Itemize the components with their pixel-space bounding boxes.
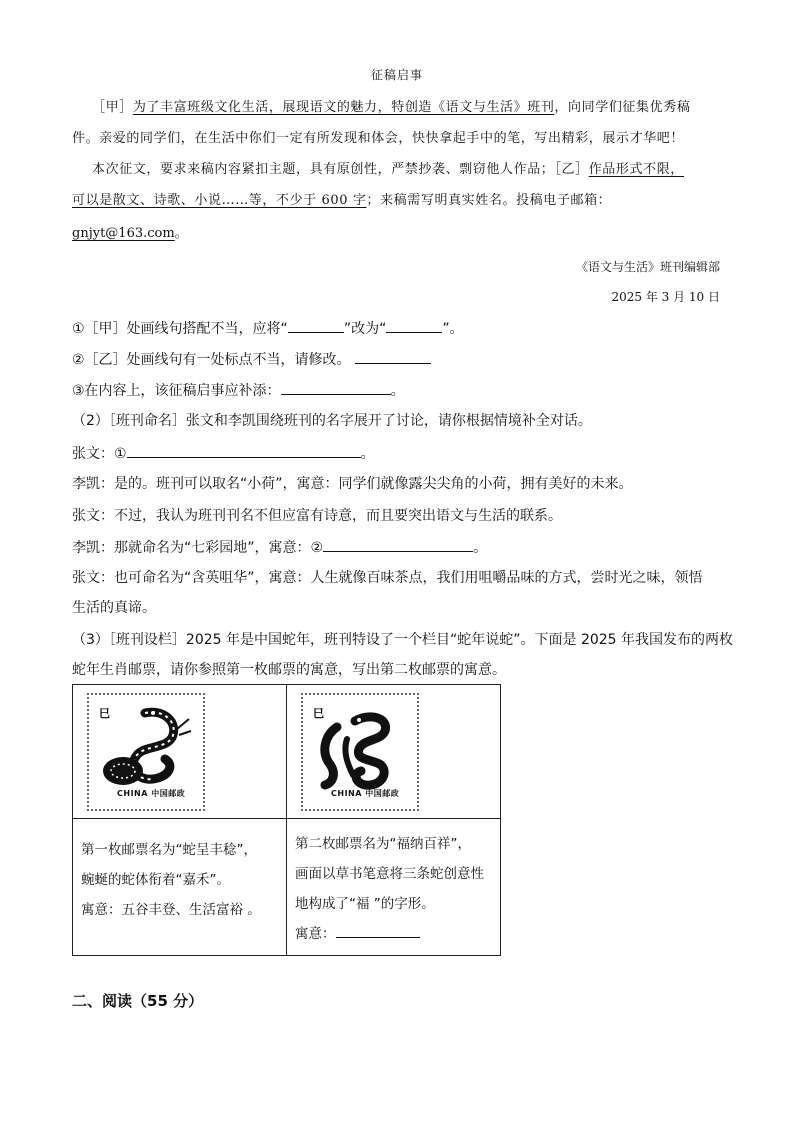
notice-email-line — [72, 224, 188, 244]
answer-blank[interactable] — [386, 318, 442, 333]
stamp-2-meaning — [295, 919, 492, 949]
question-text: 。 — [390, 383, 405, 399]
stamp-1-description — [73, 819, 287, 956]
notice-date: 2025 年 3 月 10 日 — [611, 290, 720, 304]
section-heading: 二、阅读（55 分） — [72, 992, 204, 1010]
answer-blank[interactable] — [336, 923, 420, 938]
svg-text:巳: 巳 — [313, 707, 324, 720]
part-2-intro: （2）［班刊命名］张文和李凯围绕班刊的名字展开了讨论，请你根据情境补全对话。 — [72, 413, 592, 429]
part-3-intro-cont: 蛇年生肖邮票，请你参照第一枚邮票的寓意，写出第二枚邮票的寓意。 — [72, 662, 506, 678]
stamp-2-image-desc-cont: 地构成了“福 ”的字形。 — [295, 896, 435, 912]
notice-paragraph-2 — [92, 160, 684, 180]
stamp-1-image — [87, 693, 205, 811]
stamp-1-brand: CHINA 中国邮政 — [117, 789, 186, 798]
email-link[interactable]: gnjyt@163.com — [72, 226, 175, 241]
answer-blank[interactable] — [288, 318, 344, 333]
answer-blank[interactable] — [355, 349, 431, 364]
svg-text:巳: 巳 — [99, 707, 110, 720]
stamp-1-image-desc: 蜿蜒的蛇体衔着“嘉禾”。 — [81, 872, 230, 888]
question-text: ”改为“ — [343, 321, 387, 337]
question-3 — [72, 380, 405, 401]
stamp-2-image-desc: 画面以草书笔意将三条蛇创意性 — [295, 866, 484, 882]
question-text: ”。 — [442, 321, 464, 337]
notice-text: ，向同学们征集优秀稿 — [554, 100, 691, 115]
question-text: ①［甲］处画线句搭配不当，应将“ — [72, 321, 288, 337]
dialogue-line-2: 李凯：是的。班刊可以取名“小荷”，寓意：同学们就像露尖尖角的小荷，拥有美好的未来。 — [72, 476, 633, 492]
notice-paragraph-2-cont — [72, 191, 611, 211]
question-text: 张文：① — [72, 446, 127, 462]
dialogue-line-1 — [72, 443, 375, 464]
stamp-table — [72, 684, 501, 956]
jia-underlined-sentence: 为了丰富班级文化生活，展现语文的魅力，特创造《语文与生活》班刊 — [132, 100, 555, 115]
yi-underlined-sentence-b: 可以是散文、诗歌、小说……等，不少于 600 字 — [72, 193, 367, 208]
question-1 — [72, 318, 464, 339]
question-text: 李凯：那就命名为“七彩园地”，寓意：② — [72, 540, 324, 556]
part-3-intro: （3）［班刊设栏］2025 年是中国蛇年，班刊特设了一个栏目“蛇年说蛇”。下面是 2025 年我国发布的两枚 — [72, 632, 734, 648]
stamp-2-description — [287, 819, 501, 956]
stamp-1-meaning: 寓意：五谷丰登、生活富裕 。 — [81, 902, 261, 918]
dialogue-line-4 — [72, 537, 487, 558]
answer-blank[interactable] — [323, 537, 473, 552]
notice-text: ；来稿需写明真实姓名。投稿电子邮箱： — [366, 193, 612, 208]
stamp-cell-2 — [287, 685, 501, 819]
dialogue-line-3: 张文：不过，我认为班刊刊名不但应富有诗意，而且要突出语文与生活的联系。 — [72, 508, 562, 524]
stamp-2-image — [301, 693, 419, 811]
yi-underlined-sentence-a: 作品形式不限， — [588, 162, 684, 177]
dialogue-line-5: 张文：也可命名为“含英咀华”，寓意：人生就像百味茶点，我们用咀嚼品味的方式，尝时光之味，领悟 — [72, 570, 703, 586]
stamp-2-brand: CHINA 中国邮政 — [331, 789, 400, 798]
stamp-cell-1 — [73, 685, 287, 819]
notice-paragraph-1-cont: 件。亲爱的同学们，在生活中你们一定有所发现和体会，快快拿起手中的笔，写出精彩，展示才华吧！ — [72, 131, 685, 146]
notice-title: 征稿启事 — [370, 68, 423, 82]
notice-signature: 《语文与生活》班刊编辑部 — [575, 260, 720, 274]
stamp-1-name: 第一枚邮票名为“蛇呈丰稔”， — [81, 842, 257, 858]
question-text: 。 — [360, 446, 375, 462]
answer-blank[interactable] — [127, 443, 361, 458]
question-2 — [72, 349, 431, 370]
jia-marker: ［甲］ — [92, 100, 133, 115]
notice-text: 本次征文，要求来稿内容紧扣主题，具有原创性，严禁抄袭、剽窃他人作品；［乙］ — [92, 162, 589, 177]
question-text: ③在内容上，该征稿启事应补添： — [72, 383, 281, 399]
question-text: 。 — [473, 540, 488, 556]
stamp-2-name: 第二枚邮票名为“福纳百祥”， — [295, 836, 471, 852]
answer-blank[interactable] — [281, 380, 391, 395]
dialogue-line-5-cont: 生活的真谛。 — [72, 600, 156, 616]
question-text: ②［乙］处画线句有一处标点不当，请修改。 — [72, 352, 351, 368]
notice-text: 。 — [174, 226, 188, 241]
notice-paragraph-1 — [92, 98, 690, 118]
meaning-label: 寓意： — [295, 926, 336, 942]
